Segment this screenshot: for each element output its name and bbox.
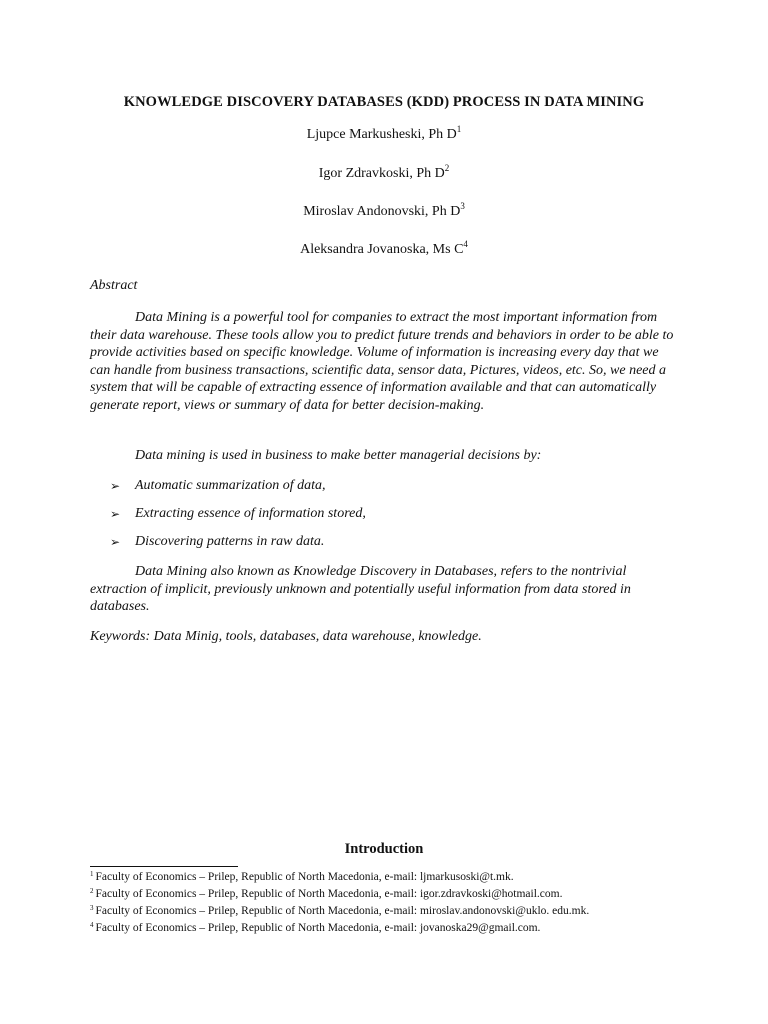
- footnote-mark: 4: [463, 239, 468, 249]
- footnote-text: Faculty of Economics – Prilep, Republic of North Macedonia, e-mail: miroslav.andonovski@uklo. edu.mk.: [95, 905, 590, 917]
- abstract-heading: Abstract: [90, 278, 138, 293]
- author-2: [0, 163, 768, 182]
- footnote-mark: 3: [460, 201, 465, 211]
- bullet-text: Discovering patterns in raw data.: [135, 534, 325, 549]
- paper-title: KNOWLEDGE DISCOVERY DATABASES (KDD) PROCESS IN DATA MINING: [123, 94, 645, 110]
- footnote-mark: 1: [456, 124, 462, 134]
- author-4: [0, 239, 768, 258]
- list-item: [110, 478, 366, 506]
- footnote-2: [90, 886, 589, 903]
- footnote-mark: 2: [90, 887, 94, 895]
- arrowhead-bullet-icon: ➢: [110, 507, 121, 521]
- introduction-heading: Introduction: [344, 841, 424, 857]
- author-3: [0, 201, 768, 220]
- footnote-text: Faculty of Economics – Prilep, Republic of North Macedonia, e-mail: jovanoska29@gmail.com.: [95, 922, 541, 934]
- arrowhead-bullet-icon: ➢: [110, 479, 121, 493]
- footnote-text: Faculty of Economics – Prilep, Republic of North Macedonia, e-mail: ljmarkusoski@t.mk.: [95, 871, 514, 883]
- footnote-mark: 1: [90, 870, 94, 878]
- bullet-text: Automatic summarization of data,: [135, 478, 326, 493]
- footnote-divider: [90, 866, 238, 867]
- list-item: [110, 534, 366, 562]
- author-name: Ljupce Markusheski, Ph D: [306, 127, 457, 142]
- footnote-text: Faculty of Economics – Prilep, Republic of North Macedonia, e-mail: igor.zdravkoski@hotmail.com.: [95, 888, 563, 900]
- abstract-paragraph-2: Data mining is used in business to make better managerial decisions by:: [135, 448, 542, 463]
- footnote-mark: 3: [90, 904, 94, 912]
- author-name: Aleksandra Jovanoska, Ms C: [300, 242, 464, 257]
- footnote-4: [90, 920, 589, 937]
- author-1: [0, 124, 768, 143]
- footnote-mark: 4: [90, 921, 94, 929]
- footnote-3: [90, 903, 589, 920]
- arrowhead-bullet-icon: ➢: [110, 535, 121, 549]
- author-name: Miroslav Andonovski, Ph D: [303, 204, 461, 219]
- bullet-text: Extracting essence of information stored,: [135, 506, 366, 521]
- footnote-mark: 2: [444, 163, 450, 173]
- footnotes: [90, 869, 589, 937]
- list-item: [110, 506, 366, 534]
- bullet-list: [110, 478, 366, 562]
- author-name: Igor Zdravkoski, Ph D: [318, 166, 445, 181]
- abstract-paragraph-3: Data Mining also known as Knowledge Discovery in Databases, refers to the nontrivial extraction of implicit, previously unknown and potentially useful information from data stored in databases.: [90, 564, 631, 615]
- footnote-1: [90, 869, 589, 886]
- keywords-line: Keywords: Data Minig, tools, databases, data warehouse, knowledge.: [90, 629, 482, 644]
- abstract-paragraph-1: Data Mining is a powerful tool for companies to extract the most important information from their data warehouse. These tools allow you to predict future trends and behaviors in order to be able to provide activities based on specific knowledge. Volume of information is increasing every day that we can handle from business transactions, scientific data, sensor data, Pictures, videos, etc. So, we need a system that will be capable of extracting essence of information available and that can automatically generate report, views or summary of data for better decision-making.: [90, 310, 674, 413]
